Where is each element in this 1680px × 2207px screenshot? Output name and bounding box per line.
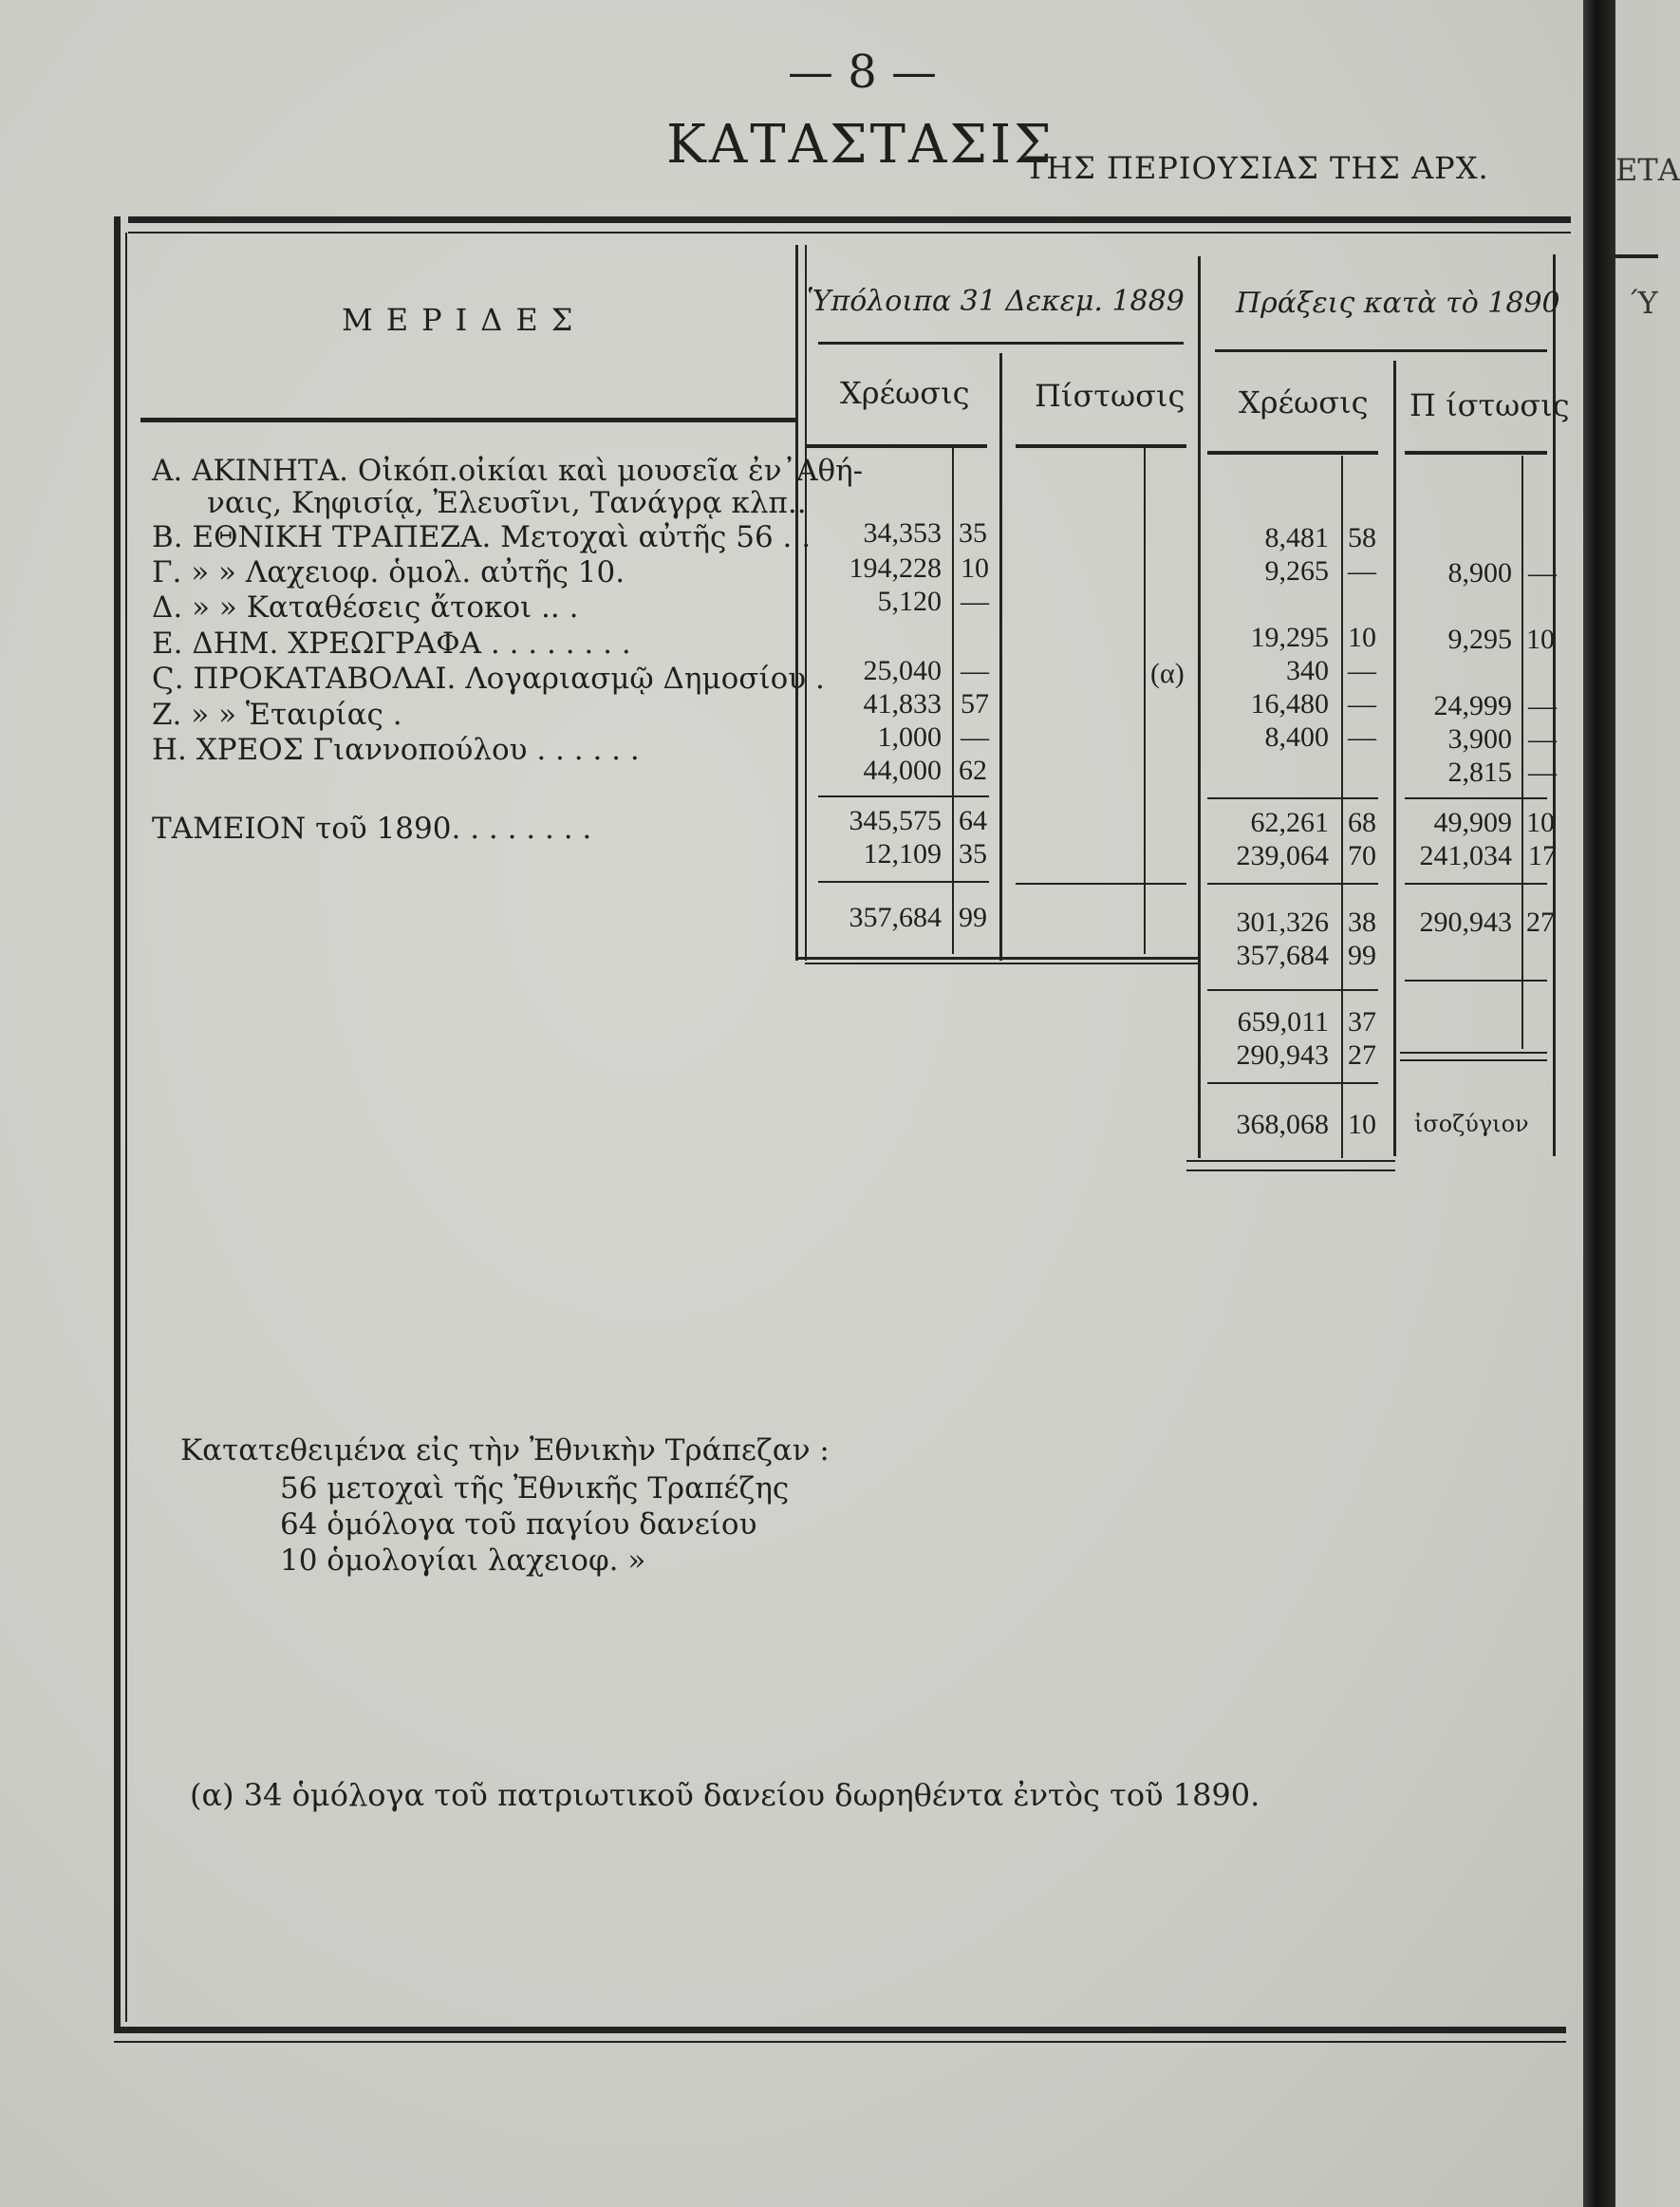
bal-credit-total-rule: [1016, 883, 1186, 885]
trans-subtotal-debit: 62,261: [1250, 807, 1329, 838]
trans-subtotal-rule: [1207, 797, 1378, 799]
bal-total-rule: [818, 881, 989, 883]
trans-less-cents: 27: [1348, 1039, 1376, 1071]
balances-header-rule: [818, 342, 1184, 345]
item-z: Ζ. » » Ἑταιρίας .: [152, 698, 402, 732]
item-g: Γ. » » Λαχειοφ. ὁμολ. αὐτῆς 10.: [152, 555, 625, 589]
bal-debit-z: 41,833: [863, 688, 942, 720]
next-page-header: Ύ: [1631, 285, 1658, 321]
trans-credit-z: 24,999: [1433, 690, 1512, 721]
trans-credit-e: 9,295: [1447, 624, 1512, 655]
trans-result-cents: 10: [1348, 1109, 1376, 1140]
merides-header-rule: [140, 418, 795, 422]
trans-debit-b-cents: 58: [1348, 522, 1376, 553]
trans-less: 290,943: [1236, 1039, 1329, 1071]
header-debit-transactions: Χρέωσις: [1239, 384, 1369, 421]
column-header-merides: ΜΕΡΙΔΕΣ: [342, 302, 587, 338]
page-number: — 8 —: [788, 46, 938, 99]
trans-sum: 659,011: [1237, 1006, 1329, 1038]
bal-cash: 12,109: [863, 838, 942, 870]
trans-credit-i-cents: —: [1528, 757, 1557, 788]
credit1-header-rule: [1016, 444, 1186, 448]
note-marker: (α): [1150, 658, 1185, 689]
trans-total-debit: 301,326: [1236, 907, 1329, 938]
header-credit-transactions: Π ίστωσις: [1409, 387, 1570, 423]
trans-credit-i: 2,815: [1447, 757, 1512, 788]
trans-debit-g-cents: —: [1348, 555, 1376, 587]
trans-debit-e-cents: 10: [1348, 622, 1376, 653]
frame-top-thin: [128, 232, 1571, 234]
bal-total: 357,684: [849, 902, 942, 933]
final-rule-1: [1186, 1160, 1395, 1162]
bal-subtotal: 345,575: [849, 805, 942, 836]
header-balances: Ὑπόλοιπα 31 Δεκεμ. 1889: [807, 285, 1185, 318]
balances-cents-divider: [952, 446, 954, 954]
trans-credit-g-cents: —: [1528, 557, 1557, 589]
equilibrium-label: ἰσοζύγιον: [1414, 1111, 1529, 1137]
trans-credit-close-rule: [1405, 980, 1547, 982]
trans-debit-st: 340: [1286, 655, 1329, 686]
book-binding: [1583, 0, 1615, 2207]
bal-debit-i: 44,000: [863, 755, 942, 786]
trans-credit-g: 8,900: [1447, 557, 1512, 589]
bal-debit-st-cents: —: [961, 655, 989, 686]
header-transactions: Πράξεις κατὰ τὸ 1890: [1236, 287, 1560, 320]
trans-debit-h: 8,400: [1264, 721, 1329, 753]
trans-credit-z-cents: —: [1528, 690, 1557, 721]
trans-subtotal-credit-cents: 10: [1526, 807, 1555, 838]
trans-credit-total-rule: [1405, 883, 1547, 885]
page-subtitle: ΤΗΣ ΠΕΡΙΟΥΣΙΑΣ ΤΗΣ ΑΡΧ.: [1025, 150, 1489, 186]
trans-total-debit-cents: 38: [1348, 907, 1376, 938]
next-page-fragment: ΕΤΑ: [1615, 152, 1680, 188]
equilibrium-rule-1: [1400, 1052, 1547, 1054]
trans-credit-e-cents: 10: [1526, 624, 1555, 655]
frame-top: [128, 216, 1571, 223]
item-treasury: ΤΑΜΕΙΟΝ τοῦ 1890. . . . . . . .: [152, 812, 592, 846]
footnote: (α) 34 ὁμόλογα τοῦ πατριωτικοῦ δανείου δωρηθέντα ἐντὸς τοῦ 1890.: [190, 1777, 1260, 1813]
trans-cash-debit-cents: 70: [1348, 840, 1376, 871]
bal-debit-b-cents: 35: [959, 517, 987, 549]
deposit-line-2: 64 ὁμόλογα τοῦ παγίου δανείου: [280, 1507, 757, 1542]
debit2-header-rule: [1207, 451, 1378, 455]
item-h: Η. ΧΡΕΟΣ Γιαννοπούλου . . . . . .: [152, 733, 640, 767]
bal-debit-h-cents: —: [961, 721, 989, 753]
item-a-line1: Α. ΑΚΙΝΗΤΑ. Οἰκόπ.οἰκίαι καὶ μουσεῖα ἐν᾿Αθή-: [152, 454, 864, 488]
bal-debit-st: 25,040: [863, 655, 942, 686]
next-page-rule: [1615, 254, 1658, 258]
trans-result: 368,068: [1236, 1109, 1329, 1140]
bal-subtotal-rule: [818, 795, 989, 797]
trans-sum-rule: [1207, 989, 1378, 991]
trans-cash-debit: 239,064: [1236, 840, 1329, 871]
credit2-header-rule: [1405, 451, 1547, 455]
trans-result-rule: [1207, 1082, 1378, 1084]
trans-add: 357,684: [1236, 940, 1329, 971]
bal-debit-g: 194,228: [849, 552, 942, 584]
bal-cash-cents: 35: [959, 838, 987, 870]
item-d: Δ. » » Καταθέσεις ἄτοκοι .. .: [152, 590, 579, 625]
item-b: Β. ΕΘΝΙΚΗ ΤΡΑΠΕΖΑ. Μετοχαὶ αὐτῆς 56 . .: [152, 520, 812, 554]
trans-sum-cents: 37: [1348, 1006, 1376, 1038]
transactions-header-rule: [1215, 349, 1547, 352]
item-st: Ϛ. ΠΡΟΚΑΤΑΒΟΛΑΙ. Λογαριασμῷ Δημοσίου .: [152, 662, 825, 696]
trans-credit-h: 3,900: [1447, 723, 1512, 755]
balances-mid-divider: [999, 353, 1002, 961]
trans-debit-b: 8,481: [1264, 522, 1329, 553]
deposit-line-3: 10 ὁμολογίαι λαχειοφ. »: [280, 1543, 646, 1578]
frame-left-thin: [125, 233, 127, 2022]
trans-total-rule: [1207, 883, 1378, 885]
balances-bottom: [795, 957, 1199, 960]
frame-bottom: [114, 2027, 1566, 2033]
bal-debit-i-cents: 62: [959, 755, 987, 786]
item-a-line2: ναις, Κηφισίᾳ, Ἐλευσῖνι, Τανάγρᾳ κλπ..: [207, 486, 807, 520]
trans-debit-z-cents: —: [1348, 688, 1376, 720]
trans-debit-h-cents: —: [1348, 721, 1376, 753]
bal-debit-b: 34,353: [863, 517, 942, 549]
trans-debit-st-cents: —: [1348, 655, 1376, 686]
trans-cash-credit-cents: 17: [1528, 840, 1557, 871]
bal-debit-d: 5,120: [877, 586, 942, 617]
trans-debit-e: 19,295: [1250, 622, 1329, 653]
transactions-credit-cents-divider: [1521, 456, 1523, 1049]
page-title: ΚΑΤΑΣΤΑΣΙΣ: [666, 114, 1055, 176]
trans-credit-subtotal-rule: [1405, 797, 1547, 799]
trans-subtotal-debit-cents: 68: [1348, 807, 1376, 838]
trans-debit-z: 16,480: [1250, 688, 1329, 720]
deposit-line-1: 56 μετοχαὶ τῆς Ἐθνικῆς Τραπέζης: [280, 1471, 790, 1506]
trans-add-cents: 99: [1348, 940, 1376, 971]
deposits-title: Κατατεθειμένα εἰς τὴν Ἐθνικὴν Τράπεζαν :: [180, 1433, 830, 1468]
trans-cash-credit: 241,034: [1419, 840, 1512, 871]
header-debit-balances: Χρέωσις: [840, 375, 970, 411]
bal-subtotal-cents: 64: [959, 805, 987, 836]
frame-bottom-thin: [114, 2041, 1566, 2043]
balances-credit-cents-divider: [1144, 446, 1146, 954]
next-page-edge: [1615, 0, 1658, 2207]
frame-left: [114, 216, 121, 2029]
trans-subtotal-credit: 49,909: [1433, 807, 1512, 838]
balances-left-border: [795, 245, 798, 961]
trans-credit-h-cents: —: [1528, 723, 1557, 755]
trans-total-credit: 290,943: [1419, 907, 1512, 938]
bal-debit-h: 1,000: [877, 721, 942, 753]
bal-total-cents: 99: [959, 902, 987, 933]
equilibrium-rule-2: [1400, 1059, 1547, 1061]
bal-debit-z-cents: 57: [961, 688, 989, 720]
transactions-debit-cents-divider: [1341, 456, 1343, 1158]
debit1-header-rule: [807, 444, 987, 448]
bal-debit-d-cents: —: [961, 586, 989, 617]
trans-debit-g: 9,265: [1264, 555, 1329, 587]
final-rule-2: [1186, 1169, 1395, 1171]
trans-total-credit-cents: 27: [1526, 907, 1555, 938]
header-credit-balances: Πίστωσις: [1035, 378, 1185, 414]
balances-bottom-thin: [805, 963, 1199, 964]
item-e: Ε. ΔΗΜ. ΧΡΕΩΓΡΑΦΑ . . . . . . . .: [152, 627, 631, 661]
bal-debit-g-cents: 10: [961, 552, 989, 584]
